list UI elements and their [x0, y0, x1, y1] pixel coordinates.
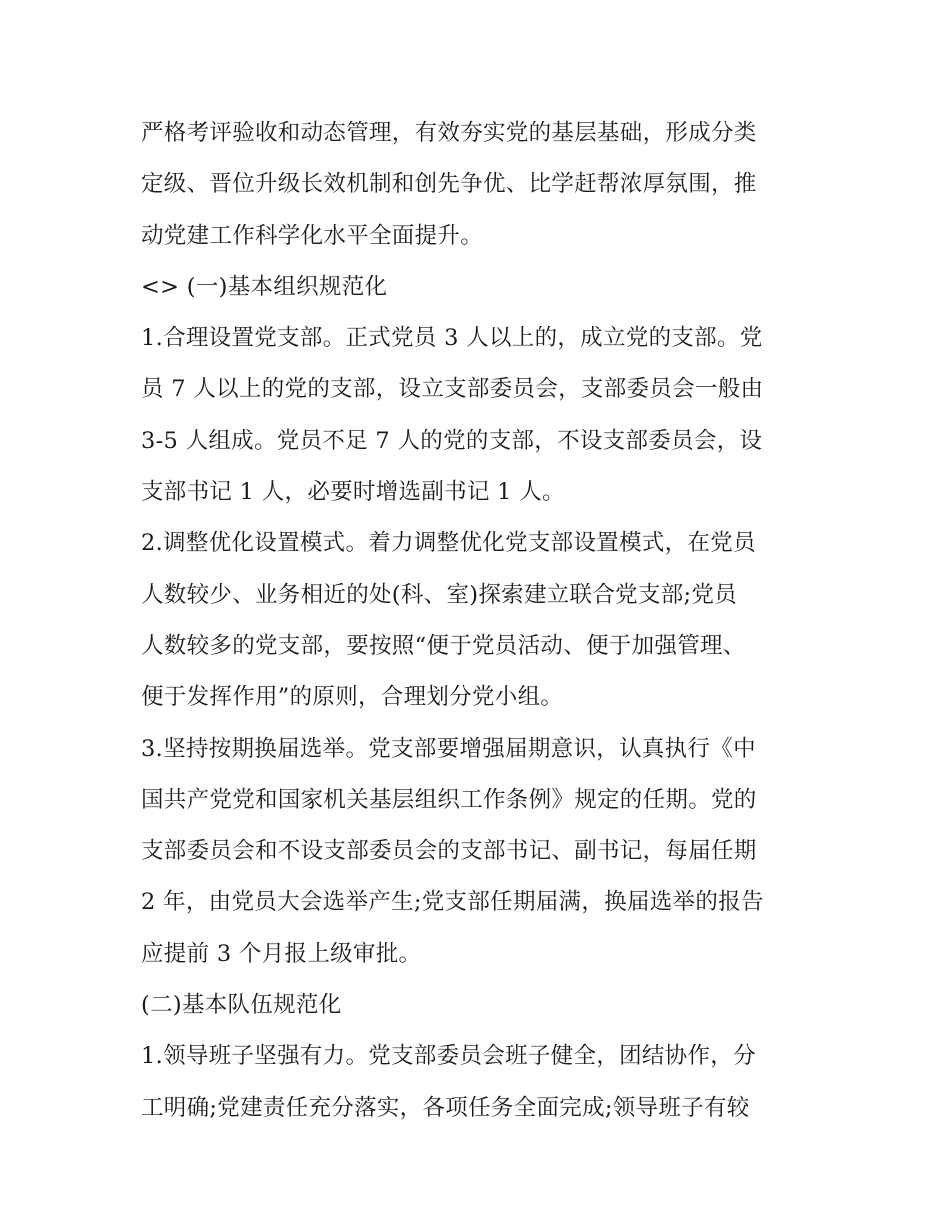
text-line: 人数较多的党支部，要按照“便于党员活动、便于加强管理、	[141, 632, 746, 659]
text-line: 2.调整优化设置模式。着力调整优化党支部设置模式，在党员	[141, 530, 756, 557]
text-line: 1.合理设置党支部。正式党员 3 人以上的，成立党的支部。党	[141, 325, 763, 352]
text-line: 员 7 人以上的党的支部，设立支部委员会，支部委员会一般由	[141, 376, 764, 403]
text-line: 便于发挥作用”的原则，合理划分党小组。	[141, 684, 564, 711]
text-line: 3-5 人组成。党员不足 7 人的党的支部，不设支部委员会，设	[141, 427, 763, 454]
text-line: 国共产党党和国家机关基层组织工作条例》规定的任期。党的	[141, 786, 757, 813]
text-line: 工明确;党建责任充分落实，各项任务全面完成;领导班子有较	[141, 1094, 750, 1121]
text-line: 3.坚持按期换届选举。党支部要增强届期意识，认真执行《中	[141, 735, 756, 762]
text-line: 支部书记 1 人，必要时增选副书记 1 人。	[141, 479, 565, 506]
text-line: 严格考评验收和动态管理，有效夯实党的基层基础，形成分类	[141, 120, 757, 146]
text-line: 定级、晋位升级长效机制和创先争优、比学赶帮浓厚氛围，推	[141, 171, 757, 198]
text-line: 应提前 3 个月报上级审批。	[141, 940, 422, 967]
text-line: 支部委员会和不设支部委员会的支部书记、副书记，每届任期	[141, 838, 757, 865]
section-heading: <> (一)基本组织规范化	[141, 273, 388, 300]
text-line: 2 年，由党员大会选举产生;党支部任期届满，换届选举的报告	[141, 889, 764, 916]
text-line: 人数较少、业务相近的处(科、室)探索建立联合党支部;党员	[141, 581, 738, 608]
document-body	[141, 108, 821, 1134]
text-line: 1.领导班子坚强有力。党支部委员会班子健全，团结协作，分	[141, 1043, 756, 1070]
text-line: 动党建工作科学化水平全面提升。	[141, 222, 484, 249]
section-heading: (二)基本队伍规范化	[141, 992, 342, 1019]
